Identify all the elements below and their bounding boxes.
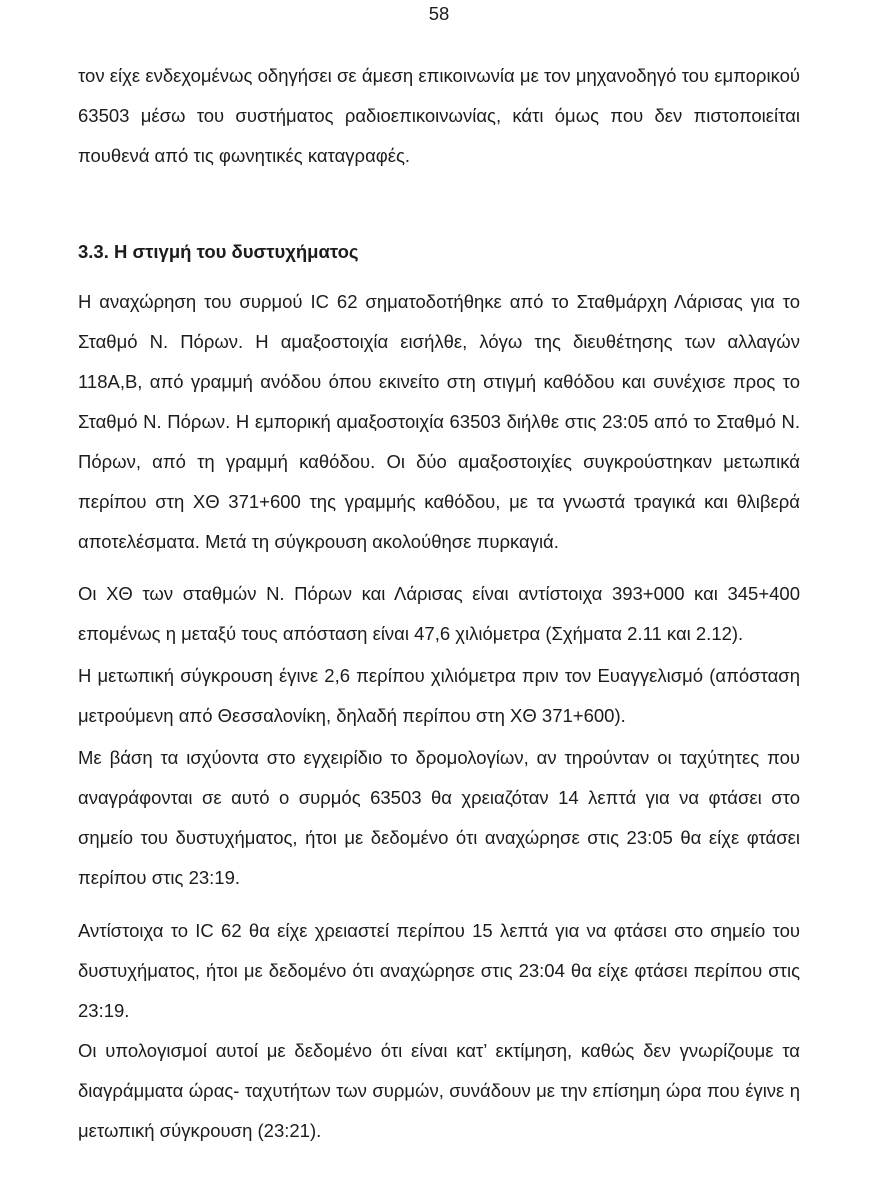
page-number: 58 <box>428 3 450 24</box>
paragraph-departure: Η αναχώρηση του συρμού IC 62 σηματοδοτήθηκε από το Σταθμάρχη Λάρισας για το Σταθμό Ν. Πόρων. Η αμαξοστοιχία εισήλθε, λόγω της διευθέτησης των αλλαγών 118Α,Β, από γραμμή ανόδου όπου εκινείτο στη στιγμή καθόδου και συνέχισε προς το Σταθμό Ν. Πόρων. Η εμπορική αμαξοστοιχία 63503 διήλθε στις 23:05 από το Σταθμό Ν. Πόρων, από τη γραμμή καθόδου. Οι δύο αμαξοστοιχίες συγκρούστηκαν μετωπικά περίπου στη ΧΘ 371+600 της γραμμής καθόδου, με τα γνωστά τραγικά και θλιβερά αποτελέσματα. Μετά τη σύγκρουση ακολούθησε πυρκαγιά. <box>78 291 800 552</box>
paragraph-chainage: Οι ΧΘ των σταθμών Ν. Πόρων και Λάρισας είναι αντίστοιχα 393+000 και 345+400 επομένως η μεταξύ τους απόσταση είναι 47,6 χιλιόμετρα (Σχήματα 2.11 και 2.12). <box>78 583 800 644</box>
section-heading: 3.3. Η στιγμή του δυστυχήματος <box>78 241 359 262</box>
page-body <box>78 56 800 1151</box>
paragraph-intro: τον είχε ενδεχομένως οδηγήσει σε άμεση επικοινωνία με τον μηχανοδηγό του εμπορικού 63503 μέσω του συστήματος ραδιοεπικοινωνίας, κάτι όμως που δεν πιστοποιείται πουθενά από τις φωνητικές καταγραφές. <box>78 65 800 166</box>
paragraph-train-63503-timing: Με βάση τα ισχύοντα στο εγχειρίδιο το δρομολογίων, αν τηρούνταν οι ταχύτητες που αναγράφονται σε αυτό ο συρμός 63503 θα χρειαζόταν 14 λεπτά για να φτάσει στο σημείο του δυστυχήματος, ήτοι με δεδομένο ότι αναχώρησε στις 23:05 θα είχε φτάσει περίπου στις 23:19. <box>78 747 800 888</box>
paragraph-ic62-timing: Αντίστοιχα το IC 62 θα είχε χρειαστεί περίπου 15 λεπτά για να φτάσει στο σημείο του δυστυχήματος, ήτοι με δεδομένο ότι αναχώρησε στις 23:04 θα είχε φτάσει περίπου στις 23:19. <box>78 920 800 1021</box>
paragraph-collision-location: Η μετωπική σύγκρουση έγινε 2,6 περίπου χιλιόμετρα πριν τον Ευαγγελισμό (απόσταση μετρούμενη από Θεσσαλονίκη, δηλαδή περίπου στη ΧΘ 371+600). <box>78 665 800 726</box>
paragraph-estimation-note: Οι υπολογισμοί αυτοί με δεδομένο ότι είναι κατ’ εκτίμηση, καθώς δεν γνωρίζουμε τα διαγράμματα ώρας- ταχυτήτων των συρμών, συνάδουν με την επίσημη ώρα που έγινε η μετωπική σύγκρουση (23:21). <box>78 1040 800 1141</box>
